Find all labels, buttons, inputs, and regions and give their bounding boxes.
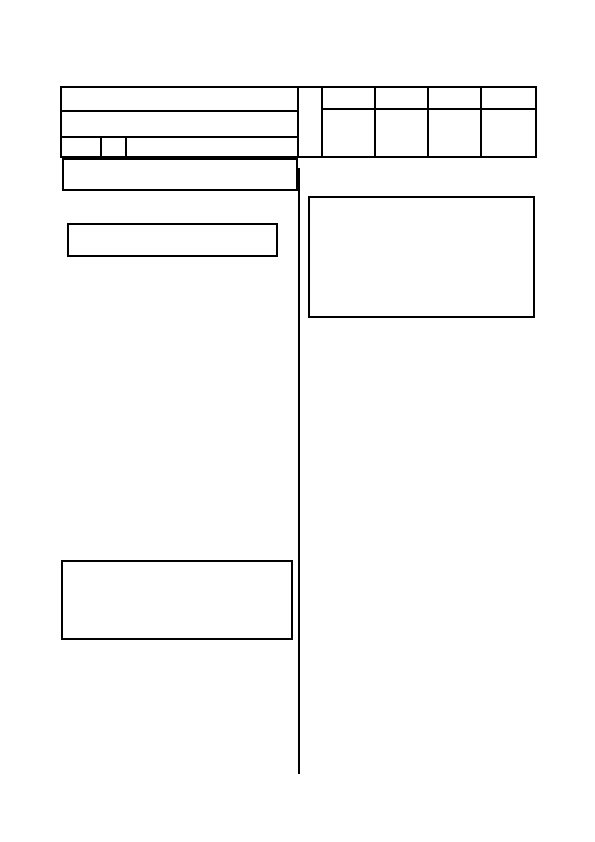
column-divider [298, 168, 300, 774]
grid-header-2 [376, 88, 429, 108]
header-grading-grid [323, 86, 537, 158]
note-box [67, 223, 278, 257]
header-row3-label [65, 136, 99, 158]
left-section-3-box [61, 560, 293, 640]
header-title-block [60, 86, 299, 158]
header-title-line-1 [66, 88, 293, 110]
grid-header-4 [482, 88, 535, 108]
header-title-line-2 [66, 110, 293, 136]
right-section-1-box [308, 196, 535, 318]
grid-header-1 [323, 88, 376, 108]
intro-banner [62, 158, 298, 191]
header-side-block [299, 86, 323, 158]
header-row3-value [104, 136, 124, 158]
header-row3-topic [132, 136, 293, 158]
grid-header-3 [429, 88, 482, 108]
